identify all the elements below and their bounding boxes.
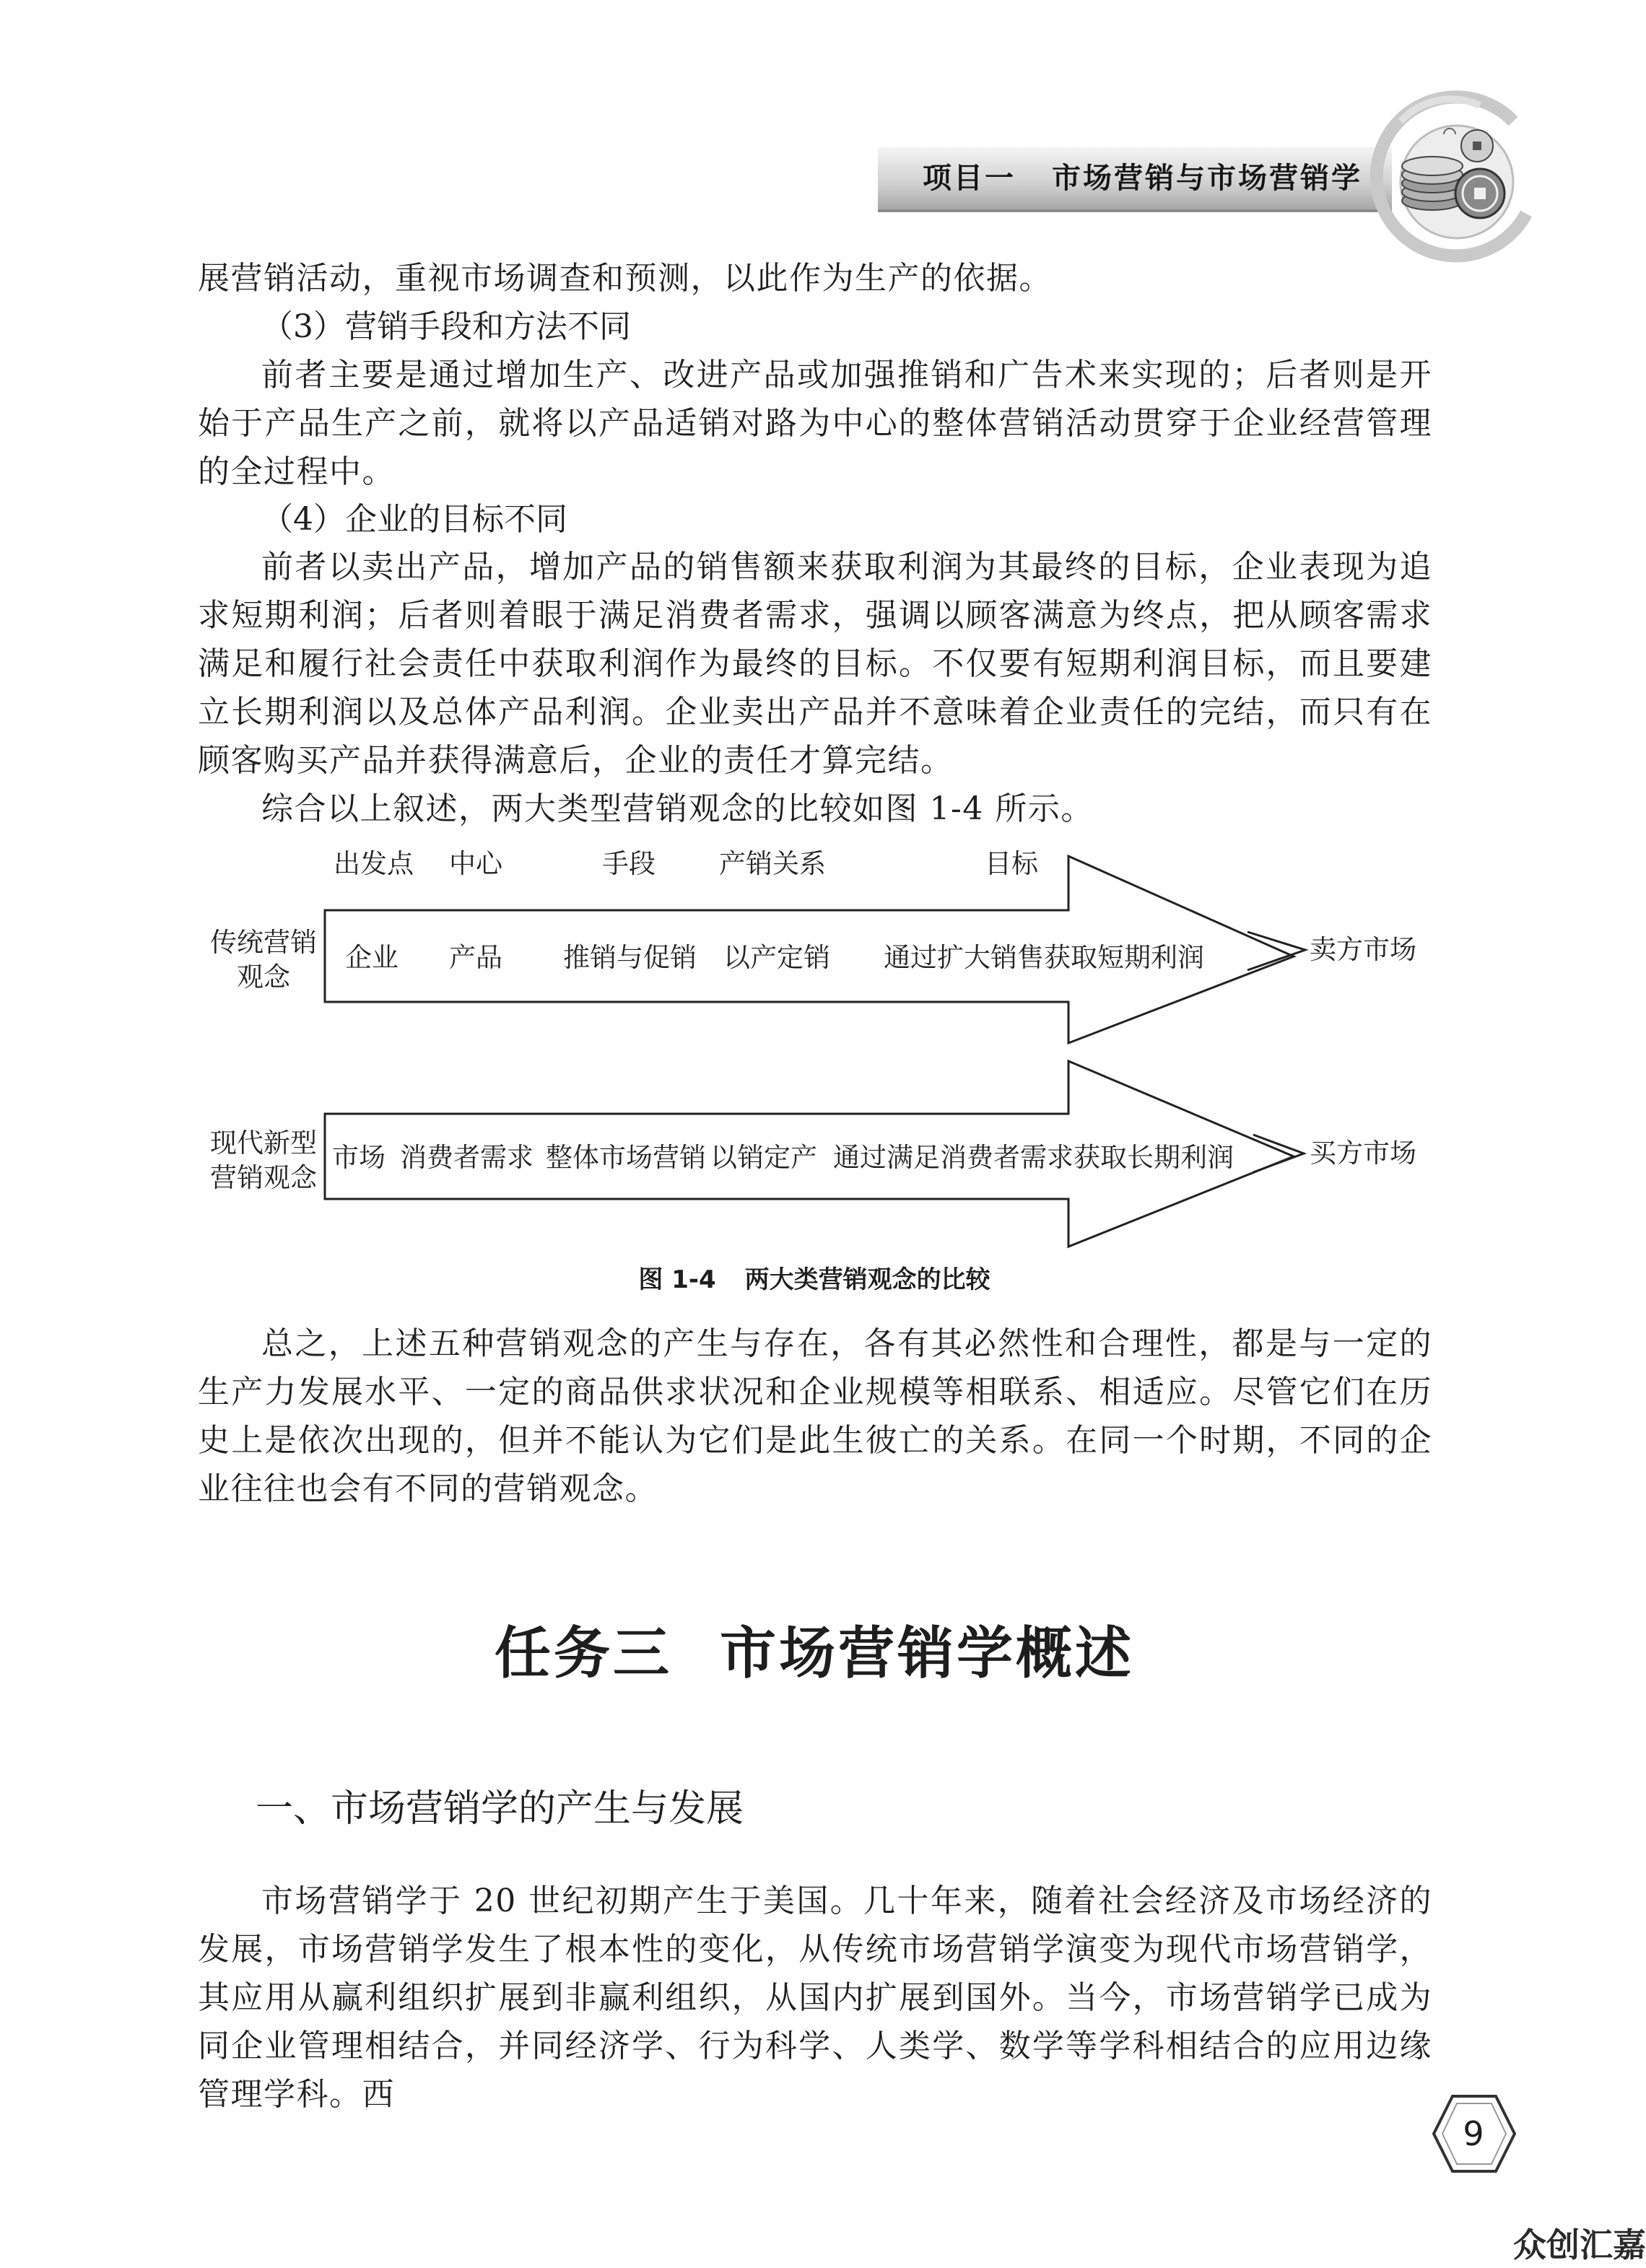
subheading-4: （4）企业的目标不同 xyxy=(261,501,567,538)
page-number-badge xyxy=(1429,2092,1517,2176)
row-cell: 企业 xyxy=(345,942,399,973)
paragraph-section: 市场营销学于 20 世纪初期产生于美国。几十年来，随着社会经济及市场经济的发展，市场营销学发生了根本性的变化，从传统市场营销学演变为现代市场营销学，其应用从赢利组织扩展到非赢利组织，从国内扩展到国外。当今，市场营销学已成为同企业管理相结合，并同经济学、行为科学、人类学、数学等学科相结合的应用边缘管理学科。西 xyxy=(198,1883,1432,2113)
row-cell: 整体市场营销 xyxy=(546,1142,706,1173)
header-title: 市场营销与市场营销学 xyxy=(1052,162,1362,195)
row-cell: 通过满足消费者需求获取长期利润 xyxy=(833,1142,1234,1173)
row-result: 卖方市场 xyxy=(1310,934,1416,965)
paragraph: 前者以卖出产品，增加产品的销售额来获取利润为其最终的目标，企业表现为追求短期利润；后者则着眼于满足消费者需求，强调以顾客满意为终点，把从顾客需求满足和履行社会责任中获取利润作为最终的目标。不仅要有短期利润目标，而且要建立长期利润以及总体产品利润。企业卖出产品并不意味着企业责任的完结，而只有在顾客购买产品并获得满意后，企业的责任才算完结。 xyxy=(198,549,1432,779)
row-label: 传统营销 观念 xyxy=(210,927,317,993)
header-project: 项目一 xyxy=(923,162,1016,195)
row-cell: 通过扩大销售获取短期利润 xyxy=(884,942,1204,973)
figure-caption-text: 两大类营销观念的比较 xyxy=(744,1265,990,1294)
row-cell: 以产定销 xyxy=(723,942,830,973)
paragraph-summary: 总之，上述五种营销观念的产生与存在，各有其必然性和合理性，都是与一定的生产力发展水平、一定的商品供求状况和企业规模等相联系、相适应。尽管它们在历史上是依次出现的，但并不能认为它们是此生彼亡的关系。在同一个时期，不同的企业往往也会有不同的营销观念。 xyxy=(198,1325,1432,1507)
subsection-title: 一、市场营销学的产生与发展 xyxy=(256,1787,744,1831)
paragraph-figure-intro: 综合以上叙述，两大类型营销观念的比较如图 1-4 所示。 xyxy=(261,790,1094,827)
page-number: 9 xyxy=(1463,2114,1484,2153)
column-header: 目标 xyxy=(985,848,1038,879)
row-cell: 推销与促销 xyxy=(563,942,697,973)
figure-number: 图 1-4 xyxy=(638,1265,716,1294)
row-cell: 市场 xyxy=(332,1142,386,1173)
row-result: 买方市场 xyxy=(1310,1138,1416,1169)
subheading-3: （3）营销手段和方法不同 xyxy=(261,308,631,345)
paragraph-continuation: 展营销活动，重视市场调查和预测，以此作为生产的依据。 xyxy=(198,260,1052,297)
row-label: 现代新型 营销观念 xyxy=(210,1128,317,1193)
result-arrowhead-1 xyxy=(1247,932,1305,970)
column-header: 中心 xyxy=(449,848,502,879)
column-header: 产销关系 xyxy=(719,848,826,879)
row-cell: 产品 xyxy=(449,942,502,973)
section-title: 任务三 市场营销学概述 xyxy=(494,1621,1135,1686)
column-header: 手段 xyxy=(602,848,656,879)
figure-caption xyxy=(0,1262,1629,1298)
watermark: 众创汇嘉 xyxy=(1513,2225,1646,2264)
row-cell: 以销定产 xyxy=(710,1142,817,1173)
paragraph: 前者主要是通过增加生产、改进产品或加强推销和广告术来实现的；后者则是开始于产品生产之前，就将以产品适销对路为中心的整体营销活动贯穿于企业经营管理的全过程中。 xyxy=(198,357,1432,490)
row-cell: 消费者需求 xyxy=(400,1142,534,1173)
result-arrowhead-2 xyxy=(1253,1135,1304,1172)
column-header: 出发点 xyxy=(334,848,414,879)
